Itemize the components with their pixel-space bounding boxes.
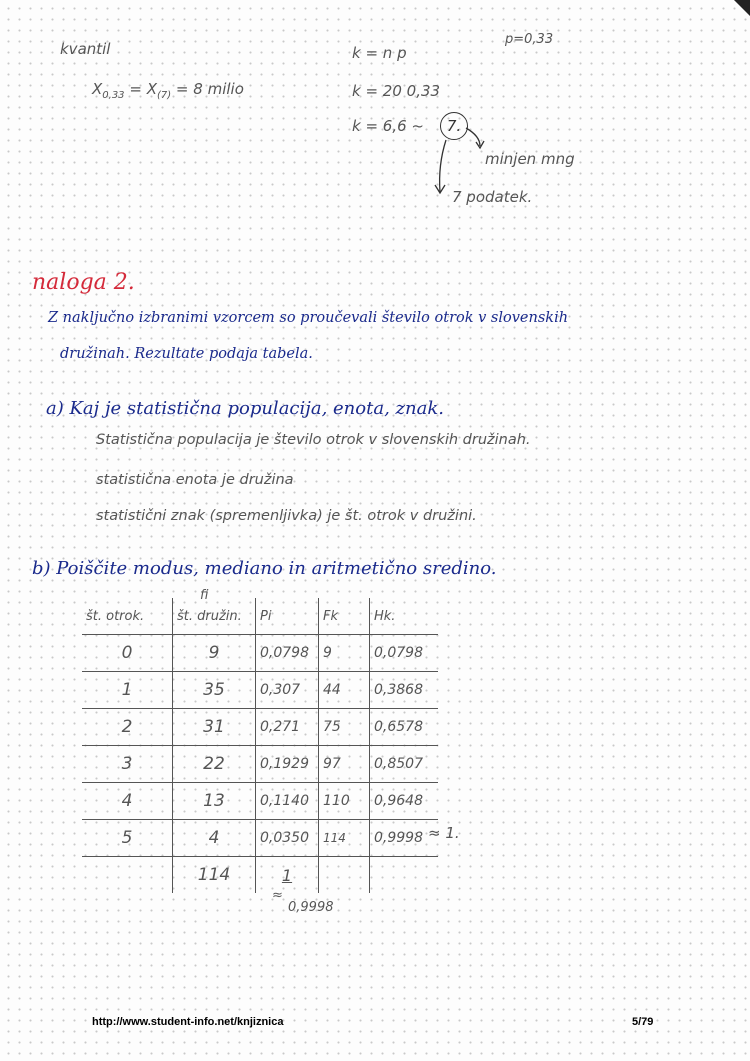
cell-empty bbox=[82, 857, 173, 894]
kvantil-heading: kvantil bbox=[60, 40, 111, 58]
header-hk: Hk. bbox=[370, 598, 439, 635]
equals-2: = bbox=[175, 80, 189, 98]
cell-pi-sum bbox=[256, 857, 319, 894]
x-base: X bbox=[92, 80, 103, 98]
cell-pi: 0,1140 bbox=[256, 783, 319, 820]
cell-children: 3 bbox=[82, 746, 173, 783]
pi-sum-approx: ≈ bbox=[272, 888, 283, 903]
answer-a-unit: statistična enota je družina bbox=[96, 472, 294, 488]
cell-pi: 0,0798 bbox=[256, 635, 319, 672]
cell-hk: 0,6578 bbox=[370, 709, 439, 746]
cell-pi: 0,1929 bbox=[256, 746, 319, 783]
cell-pi: 0,307 bbox=[256, 672, 319, 709]
x7-sub: (7) bbox=[156, 90, 172, 101]
pi-sum-value: 0,9998 bbox=[288, 900, 334, 915]
cell-fk: 75 bbox=[319, 709, 370, 746]
table-total-row bbox=[82, 857, 438, 894]
cell-children: 0 bbox=[82, 635, 173, 672]
table-row bbox=[82, 635, 438, 672]
task-text-line2: družinah. Rezultate podaja tabela. bbox=[60, 346, 313, 362]
table-row bbox=[82, 746, 438, 783]
cell-fk: 97 bbox=[319, 746, 370, 783]
formula-k-np: k = n p bbox=[352, 44, 407, 62]
cell-pi: 0,0350 bbox=[256, 820, 319, 857]
equals-1: = bbox=[129, 80, 142, 98]
fi-label: fi bbox=[200, 588, 209, 603]
cell-hk: 0,8507 bbox=[370, 746, 439, 783]
answer-a-variable: statistični znak (spremenljivka) je št. otrok v družini. bbox=[96, 508, 477, 524]
cell-families: 13 bbox=[173, 783, 256, 820]
formula-k-substituted: k = 20 0,33 bbox=[352, 82, 441, 100]
p-value: p=0,33 bbox=[505, 32, 554, 47]
cell-hk: 0,9998 bbox=[370, 820, 439, 857]
cell-empty bbox=[319, 857, 370, 894]
question-a: a) Kaj je statistična populacija, enota, znak. bbox=[46, 398, 444, 419]
pi-sum: 1 bbox=[281, 865, 293, 885]
header-children: št. otrok. bbox=[82, 598, 173, 635]
table-row bbox=[82, 820, 438, 857]
cell-hk: 0,9648 bbox=[370, 783, 439, 820]
cell-children: 4 bbox=[82, 783, 173, 820]
cell-families: 31 bbox=[173, 709, 256, 746]
formula-k-result: k = 6,6 ~ bbox=[352, 117, 424, 135]
footer-url[interactable]: http://www.student-info.net/knjiznica bbox=[92, 1016, 284, 1028]
table-row bbox=[82, 672, 438, 709]
answer-a-population: Statistična populacija je število otrok v slovenskih družinah. bbox=[96, 432, 531, 448]
cell-children: 2 bbox=[82, 709, 173, 746]
frequency-table bbox=[82, 598, 438, 893]
arrow-right bbox=[466, 128, 480, 146]
cell-children: 1 bbox=[82, 672, 173, 709]
table-row bbox=[82, 709, 438, 746]
cell-families: 22 bbox=[173, 746, 256, 783]
approx-one: ≈ 1. bbox=[428, 824, 460, 842]
task-title: naloga 2. bbox=[32, 270, 135, 295]
note-podatek: 7 podatek. bbox=[452, 188, 533, 206]
cell-families: 35 bbox=[173, 672, 256, 709]
x-sub: 0,33 bbox=[102, 90, 125, 101]
question-b: b) Poiščite modus, mediano in aritmetično sredino. bbox=[32, 558, 497, 579]
table-row bbox=[82, 783, 438, 820]
cell-hk: 0,3868 bbox=[370, 672, 439, 709]
circled-seven: 7. bbox=[440, 112, 468, 140]
cell-families: 9 bbox=[173, 635, 256, 672]
header-families: št. družin. bbox=[173, 598, 256, 635]
footer-page-number: 5/79 bbox=[632, 1016, 654, 1028]
cell-fk: 9 bbox=[319, 635, 370, 672]
cell-empty bbox=[370, 857, 439, 894]
header-pi: Pi bbox=[256, 598, 319, 635]
quantile-value: 8 milio bbox=[193, 80, 244, 98]
x7-base: X bbox=[146, 80, 157, 98]
cell-families: 4 bbox=[173, 820, 256, 857]
cell-total: 114 bbox=[173, 857, 256, 894]
table-header-row bbox=[82, 598, 438, 635]
note-minjen: minjen mng bbox=[485, 150, 575, 168]
cell-fk: 110 bbox=[319, 783, 370, 820]
arrow-down bbox=[440, 140, 446, 192]
cell-fk: 114 bbox=[319, 820, 370, 857]
header-fk: Fk bbox=[319, 598, 370, 635]
cell-fk: 44 bbox=[319, 672, 370, 709]
cell-pi: 0,271 bbox=[256, 709, 319, 746]
cell-children: 5 bbox=[82, 820, 173, 857]
task-text-line1: Z naključno izbranimi vzorcem so proučevali število otrok v slovenskih bbox=[48, 310, 569, 326]
arrow-annotations bbox=[0, 0, 750, 260]
cell-hk: 0,0798 bbox=[370, 635, 439, 672]
